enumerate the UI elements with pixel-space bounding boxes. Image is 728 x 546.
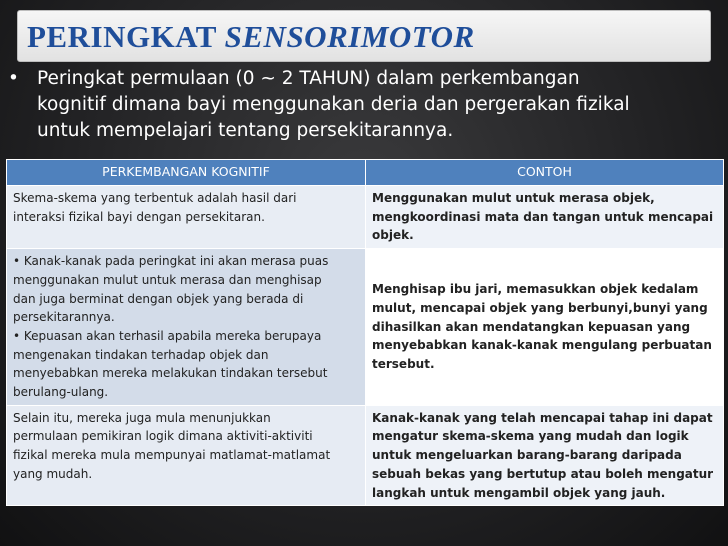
slide-title <box>27 19 475 55</box>
cell-line: Menghisap ibu jari, memasukkan objek kedalam <box>372 282 699 297</box>
cell-contoh <box>366 405 724 506</box>
table-row <box>7 249 724 406</box>
cell-line: yang mudah. <box>13 466 93 481</box>
cell-line: untuk mengeluarkan barang-barang daripada <box>372 448 682 463</box>
header-contoh: CONTOH <box>366 160 724 186</box>
cell-line: dihasilkan akan mendatangkan kepuasan yang <box>372 319 691 334</box>
bullet-dot: • <box>8 68 19 89</box>
cognitive-table <box>6 159 724 506</box>
cell-line: mengkoordinasi mata dan tangan untuk mencapai <box>372 209 714 224</box>
table-header-row <box>7 160 724 186</box>
cell-line: Kanak-kanak yang telah mencapai tahap ini dapat <box>372 410 713 425</box>
cell-line: dan juga berminat dengan objek yang berada di <box>13 291 304 306</box>
cell-line: sebuah bekas yang bertutup atau boleh mengatur <box>372 466 714 481</box>
cell-line: tersebut. <box>372 356 435 371</box>
cell-line: Selain itu, mereka juga mula menunjukkan <box>13 410 271 425</box>
table-row <box>7 405 724 506</box>
cell-line: permulaan pemikiran logik dimana aktiviti-aktiviti <box>13 429 313 444</box>
cell-line: menyebabkan mereka melakukan tindakan tersebut <box>13 366 328 381</box>
cell-line: Menggunakan mulut untuk merasa objek, <box>372 191 655 205</box>
cell-contoh <box>366 186 724 249</box>
cell-line: menyebabkan kanak-kanak mengulang perbuatan <box>372 338 712 353</box>
title-italic: SENSORIMOTOR <box>224 19 475 54</box>
cell-line: Skema-skema yang terbentuk adalah hasil dari <box>13 191 297 205</box>
bullet-text <box>37 66 698 144</box>
cell-contoh <box>366 249 724 406</box>
title-main: PERINGKAT <box>27 19 225 54</box>
cell-line: mengatur skema-skema yang mudah dan logik <box>372 429 689 444</box>
cell-line: mengenakan tindakan terhadap objek dan <box>13 347 269 362</box>
cell-line: menggunakan mulut untuk merasa dan menghisap <box>13 272 322 287</box>
cell-line: fizikal mereka mula mempunyai matlamat-matlamat <box>13 448 331 463</box>
cell-perkembangan <box>7 186 366 249</box>
table-row <box>7 186 724 249</box>
cell-line: • Kepuasan akan terhasil apabila mereka berupaya <box>13 328 322 343</box>
cell-line: persekitarannya. <box>13 310 115 325</box>
cell-line: interaksi fizikal bayi dengan persekitaran. <box>13 209 265 224</box>
intro-bullet <box>8 66 698 144</box>
cell-perkembangan <box>7 405 366 506</box>
header-perkembangan: PERKEMBANGAN KOGNITIF <box>7 160 366 186</box>
bullet-line: Peringkat permulaan (0 ~ 2 TAHUN) dalam perkembangan <box>37 68 580 89</box>
title-bar <box>17 10 711 62</box>
cell-line: langkah untuk mengambil objek yang jauh. <box>372 485 666 500</box>
cell-line: • Kanak-kanak pada peringkat ini akan merasa puas <box>13 254 329 269</box>
bullet-line: kognitif dimana bayi menggunakan deria dan pergerakan fizikal <box>37 94 630 115</box>
cell-line: objek. <box>372 228 414 243</box>
cell-line: berulang-ulang. <box>13 385 109 400</box>
cell-line: mulut, mencapai objek yang berbunyi,bunyi yang <box>372 300 708 315</box>
bullet-line: untuk mempelajari tentang persekitarannya. <box>37 120 454 141</box>
cell-perkembangan <box>7 249 366 406</box>
